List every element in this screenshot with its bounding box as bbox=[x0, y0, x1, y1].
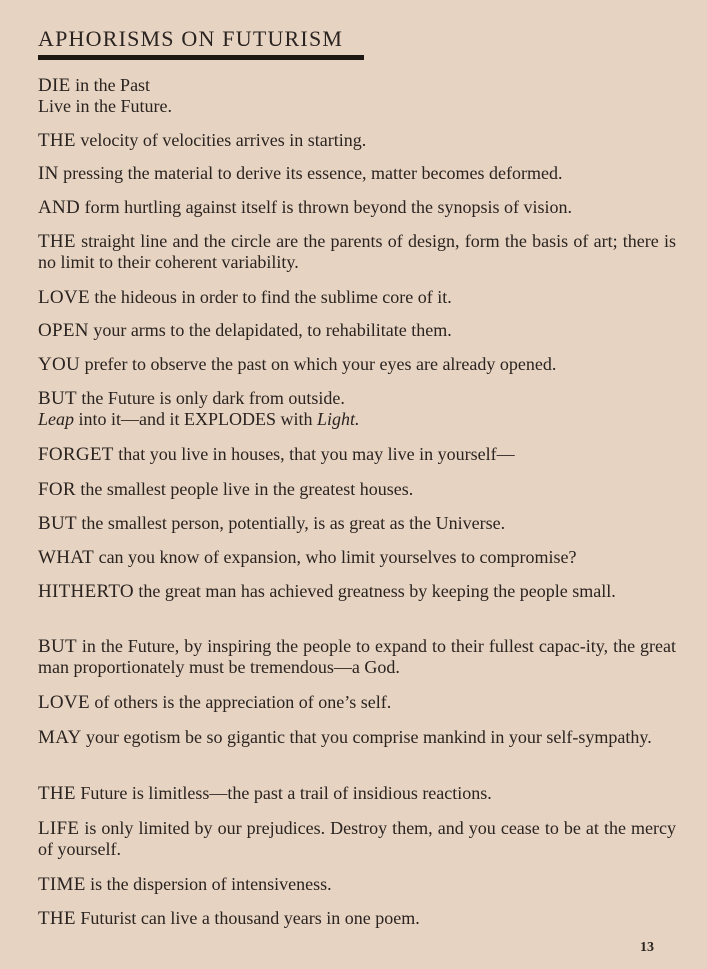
aphorism-text: that you live in houses, that you may live in yourself— bbox=[113, 444, 515, 464]
aphorism-3 bbox=[38, 163, 676, 184]
aphorism-text: is only limited by our prejudices. Destroy them, and you cease to be at the mercy of yourself. bbox=[38, 818, 676, 859]
aphorism-text: Futurist can live a thousand years in one poem. bbox=[75, 908, 420, 928]
title-underline bbox=[38, 55, 364, 60]
aphorism-text: pressing the material to derive its essence, matter becomes deformed. bbox=[58, 163, 563, 183]
aphorism-4 bbox=[38, 197, 676, 218]
aphorism-16 bbox=[38, 692, 676, 713]
aphorism-text-line2: into it—and it EXPLODES with bbox=[74, 409, 317, 429]
aphorism-keyword: THE bbox=[38, 908, 76, 929]
aphorism-2 bbox=[38, 130, 676, 151]
aphorism-11 bbox=[38, 479, 676, 500]
aphorism-1 bbox=[38, 75, 676, 117]
aphorism-text: in the Past bbox=[70, 75, 151, 95]
aphorism-keyword: FOR bbox=[38, 479, 76, 500]
aphorism-keyword: HITHERTO bbox=[38, 581, 134, 602]
aphorism-keyword: YOU bbox=[38, 354, 81, 375]
aphorism-text: form hurtling against itself is thrown beyond the synopsis of vision. bbox=[80, 197, 573, 217]
page-title: APHORISMS ON FUTURISM bbox=[38, 26, 344, 51]
aphorism-keyword: THE bbox=[38, 783, 76, 804]
aphorism-text: your arms to the delapidated, to rehabilitate them. bbox=[88, 320, 452, 340]
aphorism-19 bbox=[38, 818, 676, 860]
aphorism-keyword: DIE bbox=[38, 75, 71, 96]
aphorism-keyword: LIFE bbox=[38, 818, 80, 839]
light-word: Light. bbox=[317, 409, 360, 429]
aphorism-10 bbox=[38, 444, 676, 465]
leap-word: Leap bbox=[38, 409, 74, 429]
aphorism-14 bbox=[38, 581, 676, 602]
aphorism-5 bbox=[38, 231, 676, 273]
aphorism-13 bbox=[38, 547, 676, 568]
aphorism-keyword: IN bbox=[38, 163, 59, 184]
aphorism-keyword: TIME bbox=[38, 874, 86, 895]
aphorism-text: the smallest people live in the greatest houses. bbox=[75, 479, 414, 499]
aphorism-keyword: WHAT bbox=[38, 547, 95, 568]
aphorism-21 bbox=[38, 908, 676, 929]
aphorism-17 bbox=[38, 727, 676, 748]
aphorism-text: is the dispersion of intensiveness. bbox=[85, 874, 332, 894]
aphorism-keyword: MAY bbox=[38, 727, 82, 748]
aphorism-text: prefer to observe the past on which your eyes are already opened. bbox=[80, 354, 557, 374]
aphorism-text: velocity of velocities arrives in starting. bbox=[75, 130, 367, 150]
aphorism-15 bbox=[38, 636, 676, 678]
aphorism-keyword: THE bbox=[38, 231, 76, 252]
aphorism-text: the hideous in order to find the sublime core of it. bbox=[89, 287, 452, 307]
aphorism-20 bbox=[38, 874, 676, 895]
aphorism-text: can you know of expansion, who limit yourselves to compromise? bbox=[94, 547, 577, 567]
aphorism-keyword: BUT bbox=[38, 636, 77, 657]
aphorism-12 bbox=[38, 513, 676, 534]
aphorism-text: in the Future, by inspiring the people to expand to their fullest capac-ity, the great man proportionately must be tremendous—a God. bbox=[38, 636, 676, 677]
aphorism-keyword: BUT bbox=[38, 388, 77, 409]
aphorism-text: Future is limitless—the past a trail of insidious reactions. bbox=[75, 783, 492, 803]
aphorism-text: the Future is only dark from outside. bbox=[76, 388, 345, 408]
aphorism-text: the smallest person, potentially, is as great as the Universe. bbox=[76, 513, 506, 533]
aphorism-text: the great man has achieved greatness by keeping the people small. bbox=[133, 581, 616, 601]
aphorism-9 bbox=[38, 388, 676, 430]
aphorism-keyword: LOVE bbox=[38, 692, 90, 713]
aphorism-7 bbox=[38, 320, 676, 341]
aphorism-text: of others is the appreciation of one’s self. bbox=[89, 692, 392, 712]
aphorism-keyword: AND bbox=[38, 197, 81, 218]
aphorism-keyword: OPEN bbox=[38, 320, 89, 341]
aphorism-8 bbox=[38, 354, 676, 375]
aphorism-keyword: THE bbox=[38, 130, 76, 151]
aphorism-18 bbox=[38, 783, 676, 804]
aphorism-6 bbox=[38, 287, 676, 308]
aphorism-text: your egotism be so gigantic that you comprise mankind in your self-sympathy. bbox=[81, 727, 652, 747]
aphorism-text: straight line and the circle are the parents of design, form the basis of art; there is no limit to their coherent variability. bbox=[38, 231, 676, 272]
page-number: 13 bbox=[640, 940, 654, 955]
aphorism-text-line2: Live in the Future. bbox=[38, 96, 172, 116]
aphorism-keyword: FORGET bbox=[38, 444, 114, 465]
aphorism-keyword: BUT bbox=[38, 513, 77, 534]
aphorism-keyword: LOVE bbox=[38, 287, 90, 308]
